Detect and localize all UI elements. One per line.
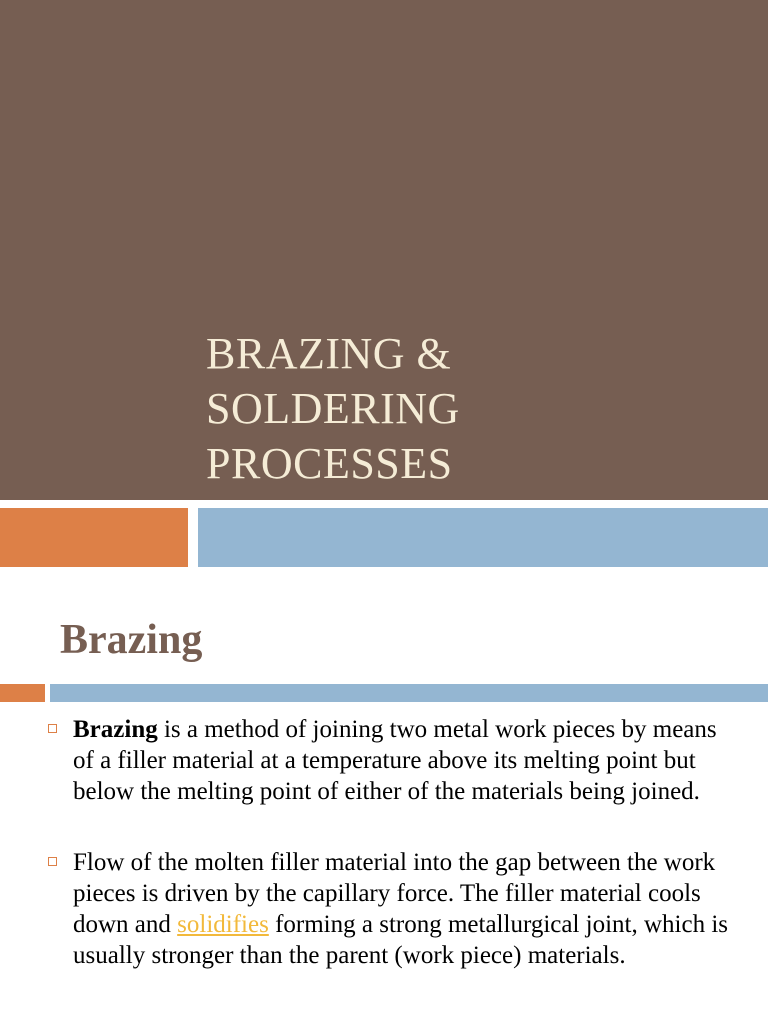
orange-divider-bar xyxy=(0,684,45,702)
solidifies-link[interactable]: solidifies xyxy=(177,911,269,938)
blue-divider-bar xyxy=(50,684,768,702)
slide-heading: Brazing xyxy=(60,617,203,663)
document-title xyxy=(206,326,460,491)
bullet-text: Flow of the molten filler material into the gap between the work pieces is driven by the capillary force. The filler material cools down and xyxy=(73,849,716,938)
title-line: PROCESSES xyxy=(206,439,453,488)
bullet-item xyxy=(0,714,768,807)
bullet-item xyxy=(0,847,768,971)
bullet-text: forming a strong metallurgical joint, which is usually stronger than the parent (work piece) materials. xyxy=(73,911,729,969)
orange-accent-bar xyxy=(0,508,188,567)
hollow-square-bullet-icon xyxy=(48,724,57,733)
bullet-list xyxy=(0,714,768,971)
title-line: BRAZING & xyxy=(206,329,452,378)
bullet-text: is a method of joining two metal work pieces by means of a filler material at a temperature above its melting point but below the melting point of either of the materials being joined. xyxy=(73,716,717,805)
title-slide xyxy=(0,0,768,500)
title-line: SOLDERING xyxy=(206,384,460,433)
bullet-term: Brazing xyxy=(73,716,158,743)
hollow-square-bullet-icon xyxy=(48,857,57,866)
blue-accent-bar xyxy=(198,508,768,567)
